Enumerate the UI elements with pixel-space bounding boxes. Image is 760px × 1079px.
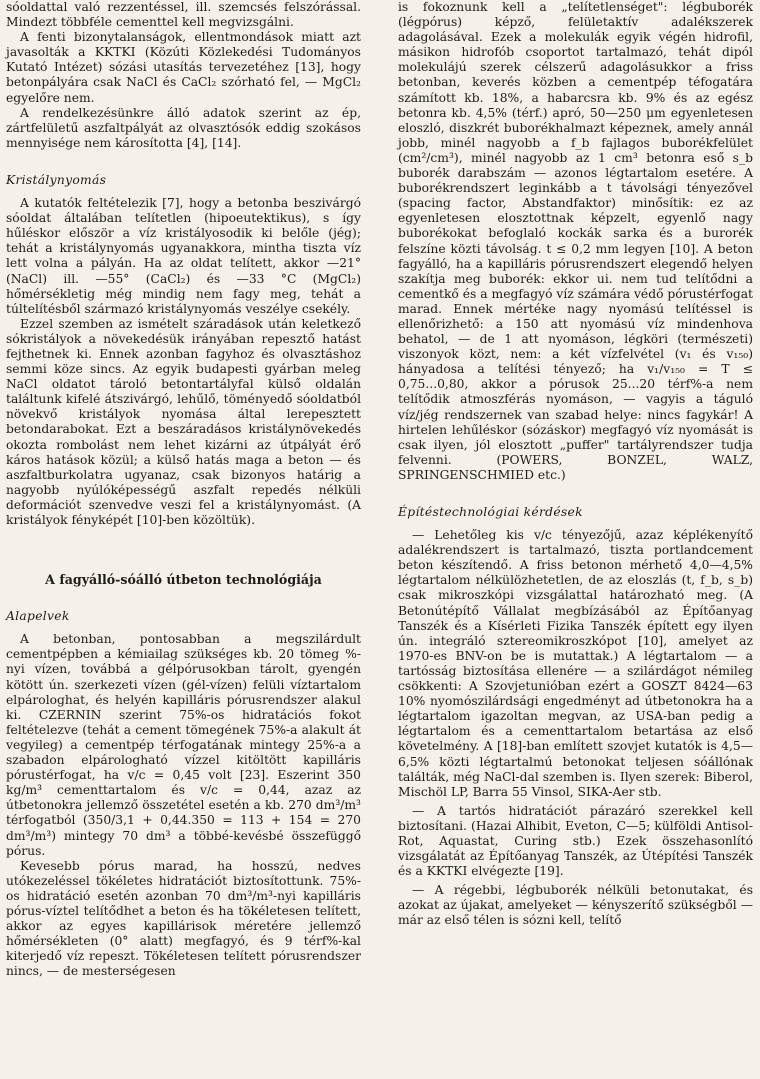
paragraph: Kevesebb pórus marad, ha hosszú, nedves utókezeléssel tökéletes hidratációt biztosítottunk. 75%-os hidratáció esetén azonban 70 dm³/m³-nyi kapilláris pórus-víztel telítődhet a beton és ha tökéletesen telített, akkor az egyes kapillárisok méretére jellemző hőmérsékleten (0° alatt) megfagyó, és 9 térf%-kal kiterjedő víz repeszt. Tökéletesen telített pórusrendszer nincs, — de mesterségesen xyxy=(6,858,361,979)
paragraph: is fokoznunk kell a „telítetlenséget": légbuborék (légpórus) képző, felületaktív adalékszerek adagolásával. Ezek a molekulák egyik végén hidrofil, másikon hidrofób csoportot tartalmazó, tehát dipól molekulájú szerek célszerű adagolásukkor a friss betonban, keverés közben a cementpép téfogatára számított kb. 18%, a habarcsra kb. 9% és az egész betonra kb. 4,5% (térf.) apró, 50—250 μm egyenletesen eloszló, diszkrét buborékhalmazt képeznek, amely annál jobb, minél nagyobb a f_b fajlagos buborékfelület (cm²/cm³), minél nagyobb az 1 cm³ betonra eső s_b buborék darabszám — azonos légtartalom esetére. A buborékrendszert leginkább a t távolsági tényezővel (spacing factor, Abstandfaktor) minősítik: ez az egyenletesen elosztottnak képzelt, egyenlő nagy buborékokat befoglaló kockák sarka és a burorék felszíne közti távolság. t ≤ 0,2 mm legyen [10]. A beton fagyálló, ha a kapilláris pórusrendszert elegendő helyen szakítja meg buborék: ekkor ui. nem tud telítődni a cementkő és a megfagyó víz számára védő pórustérfogat marad. Ennek mértéke nagy nyomású telítéssel is ellenőrizhető: a 150 att nyomású víz mindenhova behatol, — de 1 att nyomáson, légköri (természeti) viszonyok közt, nem: a két vízfelvétel (v₁ és v₁₅₀) hányadosa a telítési tényező; ha v₁/v₁₅₀ = T ≤ 0,75...0,80, akkor a pórusok 25...20 térf%-a nem telítődik atmoszférás nyomáson, — vagyis a táguló víz/jég rendszernek van szabad helye: nincs fagykár! A hirtelen lehűléskor (sózáskor) megfagyó víz nyomását is csak ilyen, jól elosztott „puffer" tartályrendszer tudja felvenni. (POWERS, BONZEL, WALZ, SPRINGENSCHMIED etc.) xyxy=(398,0,753,482)
paragraph: A fenti bizonytalanságok, ellentmondások miatt azt javasolták a KKTKI (Közúti Közlekedési Tudományos Kutató Intézet) sózási utasítás tervezetéhez [13], hogy betonpályára csak NaCl és CaCl₂ szórható fel, — MgCl₂ egyelőre nem. xyxy=(6,30,361,105)
chapter-heading: A fagyálló-sóálló útbeton technológiája xyxy=(45,572,322,588)
paragraph: Ezzel szemben az ismételt száradások után keletkező sókristályok a növekedésük irányában repesztő hatást fejthetnek ki. Ennek azonban fagyhoz és olvasztáshoz semmi köze sincs. Az egyik budapesti gyárban meleg NaCl oldatot tároló betontartályfal külső oldalán találtunk kifelé átszivárgó, lehűlő, töményedő sóoldatból növekvő kristályok nyomása által lerepesztett betondarabokat. Ezt a beszáradásos kristálynövekedés okozta rombolást nem lehet kizárni az útpályát érő káros hatások közül; a külső hatás maga a beton — és aszfaltburkolatra ugyanaz, csak bizonyos határig a nagyobb nyúlóképességű aszfalt repedés nélküli deformációt szenvedve veszi fel a kristálynyomást. (A kristályok fényképét [10]-ben közöltük). xyxy=(6,316,361,527)
section-heading-alapelvek: Alapelvek xyxy=(6,609,70,624)
paragraph: — A tartós hidratációt párazáró szerekkel kell biztosítani. (Hazai Alhibit, Eveton, C—5; külföldi Antisol-Rot, Aquastat, Curing stb.) Ezek összehasonlító vizsgálatát az Építőanyag Tanszék, az Útépítési Tanszék és a KKTKI elvégezte [19]. xyxy=(398,803,753,879)
paragraph: A rendelkezésünkre álló adatok szerint az ép, zártfelületű aszfaltpályát az olvasztósók eddig szokásos mennyisége nem károsította [4], [14]. xyxy=(6,105,361,150)
paragraph: A kutatók feltételezik [7], hogy a betonba beszivárgó sóoldat általában telítetlen (hipoeutektikus), s így hűléskor először a víz kristályosodik ki belőle (jég); tehát a kristálynyomás ugyanakkora, mintha tiszta víz lett volna a pályán. Ha az oldat telített, akkor —21° (NaCl) ill. —55° (CaCl₂) és —33 °C (MgCl₂) hőmérsékletig még mindig nem fagy meg, tehát a túltelítésből származó kristálynyomás veszélye csekély. xyxy=(6,196,361,316)
paragraph: — Lehetőleg kis v/c tényezőjű, azaz képlékenyítő adalékrendszert is tartalmazó, tiszta portlandcement beton készítendő. A friss betonon mérhető 4,0—4,5% légtartalom nélkülözhetetlen, de az eloszlás (t, f_b, s_b) csak mikroszkópi vizsgálattal határozható meg. (A Betonútépítő Vállalat megbízásából az Építőanyag Tanszék és a Kísérleti Fizika Tanszék épített egy ilyen ún. integráló sztereomikroszkópot [10], amelyet az 1970-es BNV-on be is mutattak.) A légtartalom — a tartósság biztosítása ellenére — a szilárdágot némileg csökkenti: A Szovjetunióban ezért a GOSZT 8424—63 10% nyomószilárdsági engedményt ad útbetonokra ha a légtartalom igazoltan megvan, az USA-ban pedig a légtartalom és a cementtartalom betartása az első követelmény. A [18]-ban említett szovjet kutatók is 4,5—6,5% közti légtartalmú betonokat teljesen sóállónak találták, még NaCl-dal szemben is. Ilyen szerek: Biberol, Mischöl LP, Barra 55 Vinsol, SIKA-Aer stb. xyxy=(398,528,753,799)
section-heading-epitestechnologia: Építéstechnológiai kérdések xyxy=(398,505,583,519)
paragraph: sóoldattal való rezzentéssel, ill. szemcsés felszórással. Mindezt többféle cementtel kell megvizsgálni. xyxy=(6,0,361,30)
right-column xyxy=(398,0,753,929)
left-column xyxy=(6,0,361,979)
paragraph: A betonban, pontosabban a megszilárdult cementpépben a kémiailag szükséges kb. 20 tömeg %-nyi vízen, továbbá a gélpórusokban tárolt, gyengén kötött ún. szerkezeti vízen (gél-vízen) felüli víztartalom elpárologhat, és helyén kapilláris pórusrendszer alakul ki. CZERNIN szerint 75%-os hidratációs fokot feltételezve (tehát a cement tömegének 75%-a alakult át vegyileg) a cementpép térfogatának mintegy 25%-a a szabadon elpárologható vízzel kitöltött kapilláris pórustérfogat, ha v/c = 0,45 volt [23]. Eszerint 350 kg/m³ cementtartalom és v/c = 0,44, azaz az útbetonokra jellemző összetétel esetén a kb. 270 dm³/m³ térfogatból (350/3,1 + 0,44.350 = 113 + 154 = 270 dm³/m³) mintegy 70 dm³ a többé-kevésbé összefüggő pórus. xyxy=(6,632,361,858)
paragraph: — A régebbi, légbuborék nélküli betonutakat, és azokat az újakat, amelyeket — kényszerítő szükségből — már az első télen is sózni kell, telítő xyxy=(398,883,753,928)
section-heading-kristalynyomas: Kristálynyomás xyxy=(6,172,107,187)
